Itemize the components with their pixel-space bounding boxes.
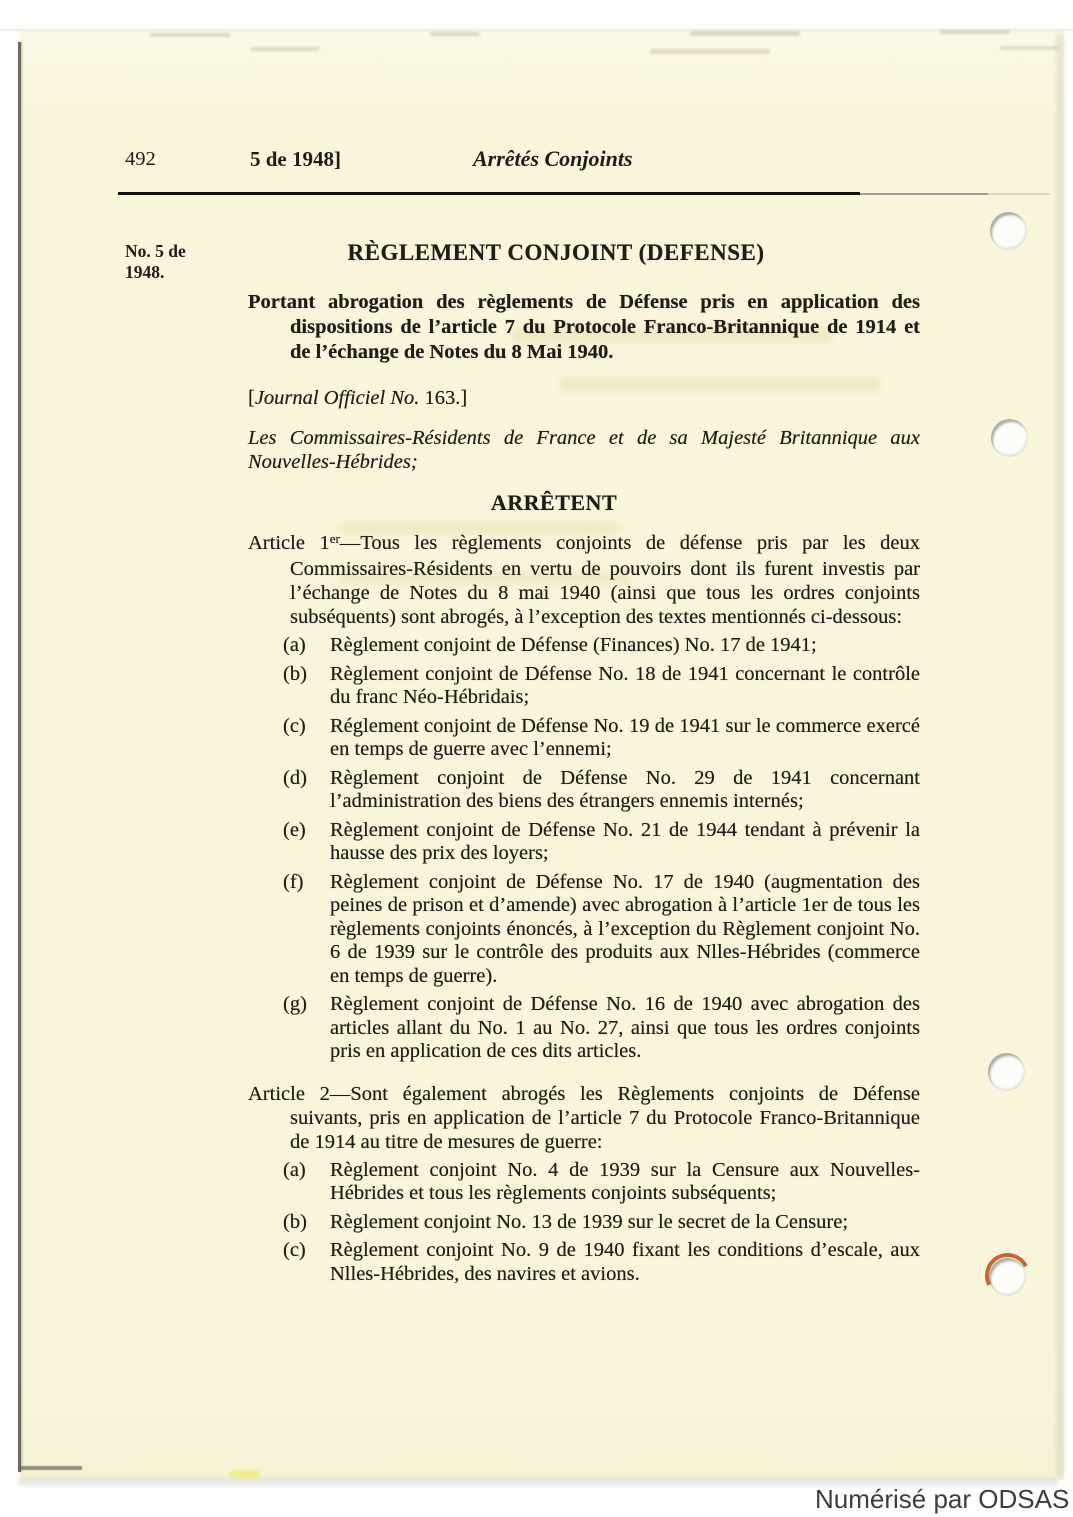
page-left-edge — [18, 42, 21, 1472]
decree-heading: ARRÊTENT — [490, 490, 618, 515]
list-item — [283, 819, 920, 866]
list-item — [283, 993, 920, 1064]
item-text: Règlement conjoint No. 4 de 1939 sur la Censure aux Nouvelles-Hébrides et tous les règlements conjoints subséquents; — [330, 1158, 920, 1204]
list-item — [283, 715, 920, 762]
list-item — [283, 871, 920, 989]
scan-artifact — [1000, 46, 1058, 50]
document-title: RÈGLEMENT CONJOINT (DEFENSE) — [347, 240, 765, 265]
item-label: (d) — [283, 766, 307, 789]
item-label: (c) — [283, 1239, 306, 1261]
item-label: (c) — [283, 714, 306, 737]
scan-artifact — [20, 1466, 82, 1470]
journal-number: 163.] — [419, 387, 468, 409]
item-label: (e) — [283, 818, 306, 841]
scan-artifact — [230, 1470, 260, 1478]
article-1-paragraph — [248, 531, 920, 629]
item-text: Règlement conjoint de Défense No. 21 de 1944 tendant à prévenir la hausse des prix des loyers; — [330, 818, 920, 864]
punch-hole — [989, 1258, 1026, 1296]
journal-open-bracket: [ — [248, 387, 255, 409]
item-label: (b) — [283, 662, 307, 685]
edition-label: 5 de 1948] — [250, 147, 341, 171]
article-1-label: Article 1 — [248, 532, 330, 554]
scan-artifact — [940, 30, 1010, 34]
scan-artifact — [150, 33, 230, 37]
article-2-items — [248, 1159, 920, 1287]
punch-hole — [990, 212, 1027, 250]
item-text: Règlement conjoint de Défense No. 18 de 1941 concernant le contrôle du franc Néo-Hébridais; — [330, 662, 920, 708]
running-title: Arrêtés Conjoints — [473, 146, 633, 171]
list-item — [283, 1159, 920, 1206]
header-rule-tail — [860, 193, 988, 195]
scan-artifact — [690, 31, 800, 36]
article-1-superscript: er — [329, 531, 340, 546]
article-2-paragraph — [248, 1082, 920, 1154]
subtitle: Portant abrogation des règlements de Défense pris en application des dispositions de l’article 7 du Protocole Franco-Britannique de 1914 et de l’échange de Notes du 8 Mai 1940. — [248, 291, 920, 363]
list-item — [283, 1211, 920, 1235]
list-item — [283, 1239, 920, 1286]
item-text: Règlement conjoint No. 13 de 1939 sur le secret de la Censure; — [330, 1210, 849, 1233]
margin-note — [125, 241, 235, 283]
item-label: (b) — [283, 1210, 307, 1233]
item-text: Réglement conjoint de Défense No. 19 de 1941 sur le commerce exercé en temps de guerre avec l’ennemi; — [330, 714, 920, 760]
scan-artifact — [0, 29, 1073, 31]
page-number: 492 — [125, 148, 156, 170]
item-label: (a) — [283, 634, 306, 656]
margin-note-line1: No. 5 de — [125, 241, 186, 261]
scan-artifact — [650, 49, 770, 54]
preamble: Les Commissaires-Résidents de France et de sa Majesté Britannique aux Nouvelles-Hébrides; — [248, 427, 920, 473]
item-text: Règlement conjoint No. 9 de 1940 fixant les conditions d’escale, aux Nlles-Hébrides, des navires et avions. — [330, 1239, 920, 1285]
journal-title: Journal Officiel No. — [254, 387, 420, 409]
article-2-label: Article 2 — [248, 1082, 330, 1105]
article-1-items — [248, 634, 920, 1064]
punch-hole — [988, 1053, 1025, 1091]
scan-artifact — [430, 32, 480, 36]
page-right-edge — [1056, 34, 1064, 1476]
item-text: Règlement conjoint de Défense (Finances) No. 17 de 1941; — [330, 634, 817, 656]
header-rule-tail-light — [988, 193, 1050, 195]
list-item — [283, 634, 920, 658]
item-text: Règlement conjoint de Défense No. 29 de 1941 concernant l’administration des biens des étrangers ennemis internés; — [330, 766, 920, 812]
article-1-text: —Tous les règlements conjoints de défense pris par les deux Commissaires-Résidents en vertu de pouvoirs dont ils furent investis par l’échange de Notes du 8 mai 1940 (ainsi que tous les ordres conjoints subséquents) sont abrogés, à l’exception des textes mentionnés ci-dessous: — [290, 532, 920, 628]
item-label: (a) — [283, 1158, 306, 1181]
list-item — [283, 663, 920, 710]
item-text: Règlement conjoint de Défense No. 17 de 1940 (augmentation des peines de prison et d’amende) avec abrogation à l’article 1er de tous les règlements conjoints énoncés, à l’exception du Règlement conjoint No. 6 de 1939 sur le contrôle des produits aux Nlles-Hébrides (commerce en temps de guerre). — [330, 870, 920, 987]
item-text: Règlement conjoint de Défense No. 16 de 1940 avec abrogation des articles allant du No. 1 au No. 27, ainsi que tous les ordres conjoints pris en application de ces dits articles. — [330, 993, 920, 1062]
scan-watermark: Numérisé par ODSAS — [815, 1484, 1070, 1514]
item-label: (f) — [283, 870, 304, 893]
punch-hole — [991, 419, 1028, 457]
scan-artifact — [250, 47, 320, 51]
margin-note-line2: 1948. — [125, 262, 165, 282]
article-2-text: —Sont également abrogés les Règlements conjoints de Défense suivants, pris en application de l’article 7 du Protocole Franco-Britannique de 1914 au titre de mesures de guerre: — [290, 1082, 920, 1153]
document-body — [248, 240, 920, 1291]
item-label: (g) — [283, 993, 307, 1015]
list-item — [283, 767, 920, 814]
header-rule — [118, 192, 860, 195]
journal-reference — [248, 386, 920, 410]
